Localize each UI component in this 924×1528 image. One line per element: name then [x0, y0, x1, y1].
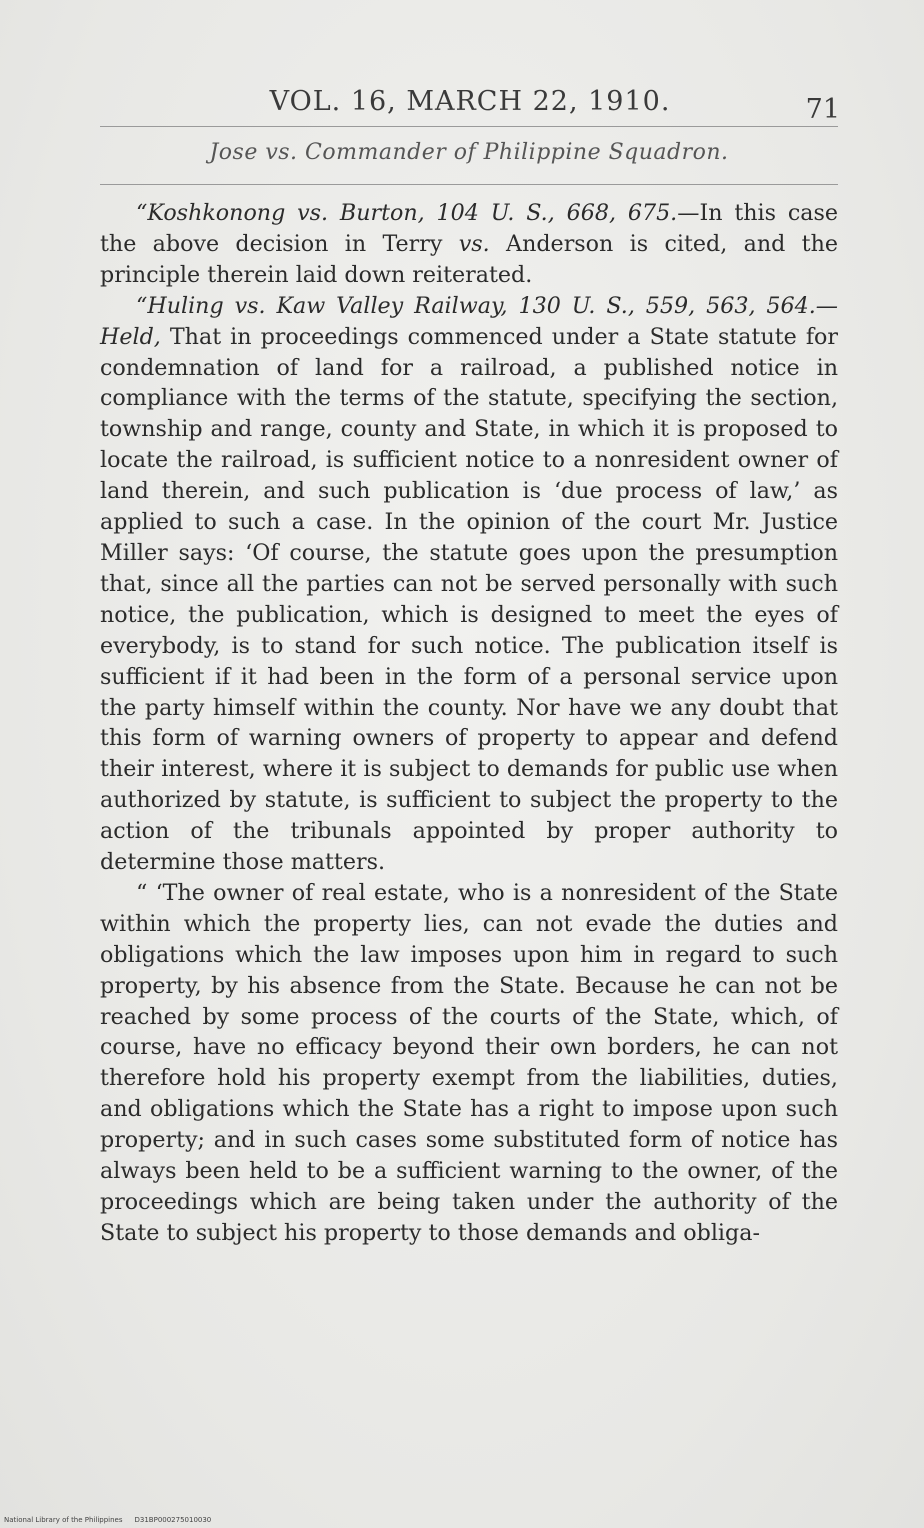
paragraph-text: Anderson is cited, and the principle therein laid down reiterated. [100, 230, 838, 288]
paragraph-huling [100, 291, 838, 878]
paragraph-koshkonong [100, 198, 838, 291]
paragraph-owner-real-estate [100, 878, 838, 1249]
case-title: Jose vs. Commander of Philippine Squadron. [209, 140, 729, 165]
scan-identifier: D31BP000275010030 [134, 1516, 212, 1524]
citation-huling: “Huling vs. Kaw Valley Railway, 130 U. S., 559, 563, 564.—Held, [100, 292, 838, 350]
paragraph-text: That in proceedings commenced under a State statute for condemnation of land for a railroad, a published notice in compliance with the terms of the statute, specifying the section, township and range, county and State, in which it is proposed to locate the railroad, is sufficient notice to a nonresident owner of land therein, and such publication is ‘due process of law,’ as applied to such a case. In the opinion of the court Mr. Justice Miller says: ‘Of course, the statute goes upon the presumption that, since all the parties can not be served personally with such notice, the publication, which is designed to meet the eyes of everybody, is to stand for such notice. The publication itself is sufficient if it had been in the form of a personal service upon the party himself within the county. Nor have we any doubt that this form of warning owners of property to appear and defend their interest, where it is subject to demands for public use when authorized by statute, is sufficient to subject the property to the action of the tribunals appointed by proper authority to determine those matters. [100, 323, 838, 876]
running-head [100, 82, 840, 125]
header-rule-top [100, 126, 838, 127]
italic-vs: vs. [458, 230, 490, 257]
header-rule-bottom [100, 184, 838, 185]
paragraph-text: “ ‘The owner of real estate, who is a nonresident of the State within which the property lies, can not evade the duties and obligations which the law imposes upon him in regard to such property, by his absence from the State. Because he can not be reached by some process of the courts of the State, which, of course, have no efficacy beyond their own borders, he can not therefore hold his property exempt from the liabilities, duties, and obligations which the State has a right to impose upon such property; and in such cases some substituted form of notice has always been held to be a sufficient warning to the owner, of the proceedings which are being taken under the authority of the State to subject his property to those demands and obliga- [100, 879, 838, 1246]
paragraph-text: —In this case the above decision in Terry [100, 200, 838, 257]
volume-date-heading: VOL. 16, MARCH 22, 1910. [269, 86, 671, 117]
library-credit: National Library of the Philippines [4, 1516, 123, 1524]
citation-koshkonong: “Koshkonong vs. Burton, 104 U. S., 668, 675. [136, 200, 678, 226]
page-number: 71 [805, 94, 840, 125]
scan-footer [4, 1516, 211, 1524]
body-text [100, 198, 838, 1249]
